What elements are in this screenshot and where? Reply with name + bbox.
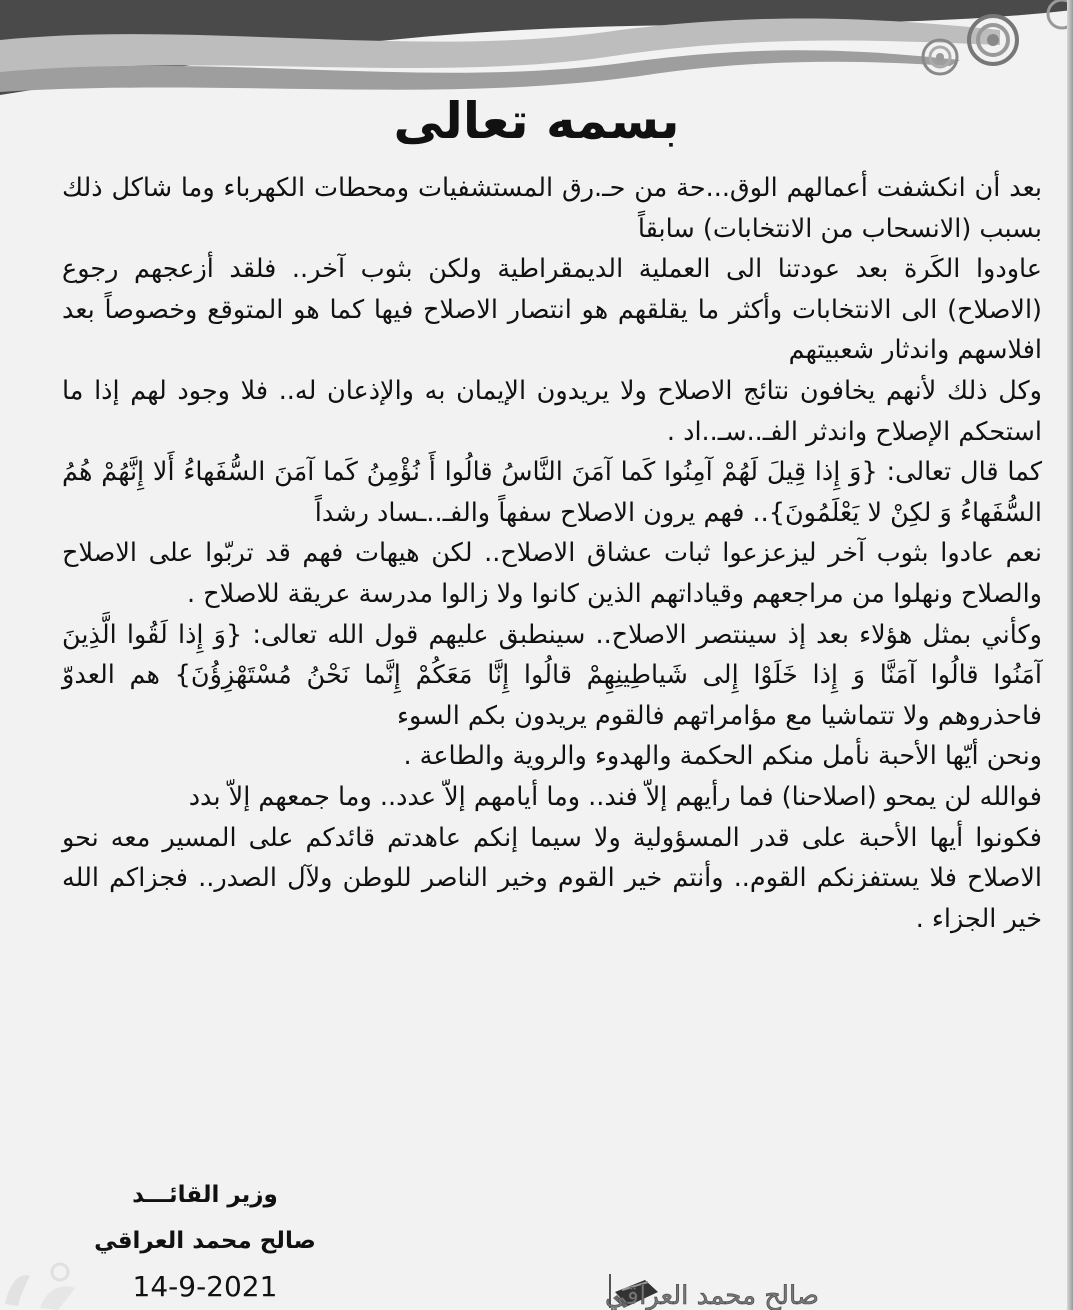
paragraph-8: فوالله لن يمحو (اصلاحنا) فما رأيهم إلاّ فند.. وما أيامهم إلاّ عدد.. وما جمعهم إلاّ بدد — [188, 781, 1042, 812]
paragraph-3: وكل ذلك لأنهم يخافون نتائج الاصلاح ولا يريدون الإيمان به والإذعان له.. فلا وجود لهم إذا ما استحكم الإصلاح واندثر الفـ..سـ..اد . — [62, 375, 1042, 447]
paragraph-9: فكونوا أيها الأحبة على قدر المسؤولية ولا سيما إنكم عاهدتم قائدكم على المسير معه نحو الاصلاح فلا يستفزنكم القوم.. وأنتم خير القوم وخير الناصر للوطن ولآل الصدر.. فجزاكم الله خير الجزاء . — [62, 822, 1042, 934]
paragraph-5: نعم عادوا بثوب آخر ليزعزعوا ثبات عشاق الاصلاح.. لكن هيهات فهم قد تربّوا على الاصلاح والصلاح ونهلوا من مراجعهم وقياداتهم الذين كانوا ولا زالوا مدرسة عريقة للاصلاح . — [62, 538, 1042, 609]
signature-name: صالح محمد العراقي — [94, 1228, 316, 1254]
logo-text: صالح محمد العراقي — [605, 1281, 819, 1310]
page-edge-shadow — [1067, 0, 1073, 1310]
signature-date: 14-9-2021 — [132, 1270, 278, 1303]
paragraph-6: وكأني بمثل هؤلاء بعد إذ سينتصر الاصلاح.. سينطبق عليهم قول الله تعالى: {وَ إِذا لَقُوا الَّذِينَ آمَنُوا قالُوا آمَنَّا وَ إِذا خَلَوْا إِلى شَياطِينِهِمْ قالُوا إِنَّا مَعَكُمْ إِنَّما نَحْنُ مُسْتَهْزِؤُنَ} هم العدوّ فاحذروهم ولا تتماشيا مع مؤامراتهم فالقوم يريدون بكم السوء — [62, 619, 1042, 731]
calligraphy-logo — [410, 1262, 819, 1310]
statement-body — [62, 168, 1042, 939]
signature-block — [90, 1172, 320, 1310]
paragraph-4: كما قال تعالى: {وَ إِذا قِيلَ لَهُمْ آمِنُوا كَما آمَنَ النَّاسُ قالُوا أَ نُؤْمِنُ كَما آمَنَ السُّفَهاءُ أَلا إِنَّهُمْ هُمُ السُّفَهاءُ وَ لكِنْ لا يَعْلَمُونَ}.. فهم يرون الاصلاح سفهاً والفـ..ـساد رشداً — [62, 457, 1042, 528]
paragraph-1: بعد أن انكشفت أعمالهم الوق...حة من حـ.رق المستشفيات ومحطات الكهرباء وما شاكل ذلك بسبب (الانسحاب من الانتخابات) سابقاً — [62, 173, 1042, 244]
page-title: بسمه تعالى — [393, 92, 680, 150]
watermark-mark — [0, 1242, 90, 1310]
paragraph-2: عاودوا الكَرة بعد عودتنا الى العملية الديمقراطية ولكن بثوب آخر.. فلقد أزعجهم رجوع (الاصلاح) الى الانتخابات وأكثر ما يقلقهم هو انتصار الاصلاح فيها كما هو المتوقع وخصوصاً بعد افلاسهم واندثار شعبيتهم — [62, 254, 1042, 366]
signature-role: وزير القائـــد — [132, 1182, 278, 1208]
paragraph-7: ونحن أيّها الأحبة نأمل منكم الحكمة والهدوء والروية والطاعة . — [403, 741, 1042, 772]
